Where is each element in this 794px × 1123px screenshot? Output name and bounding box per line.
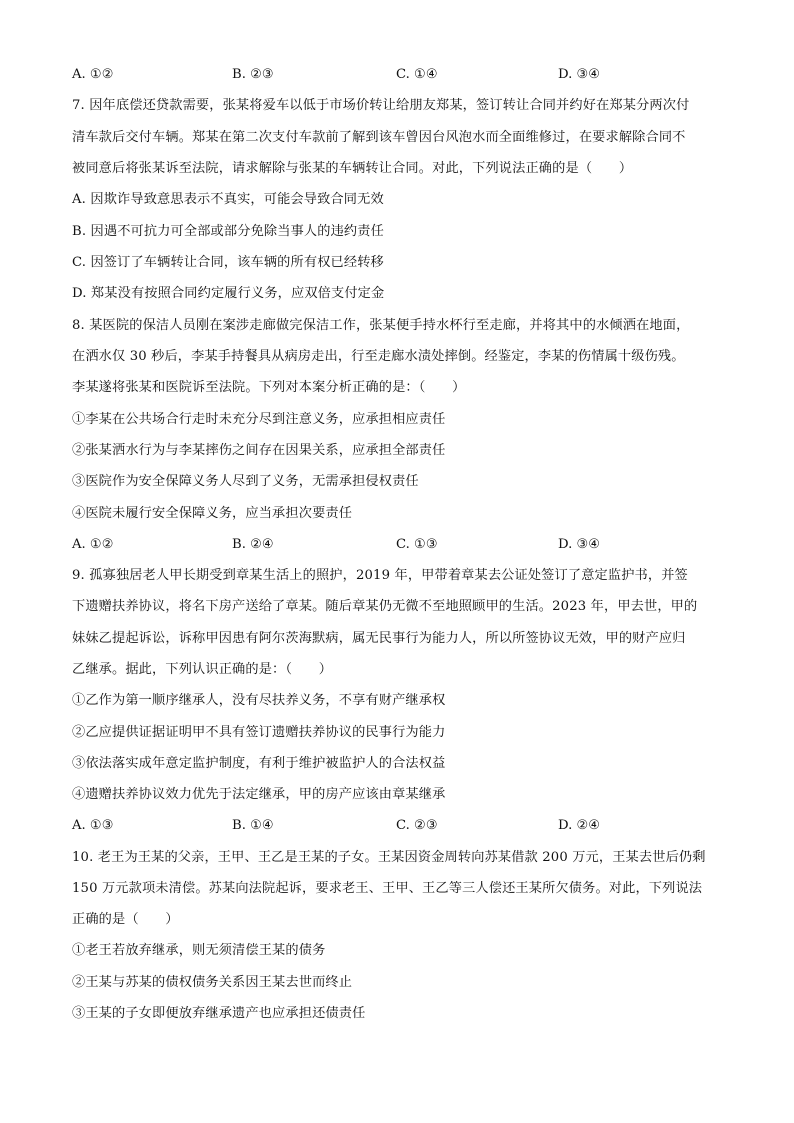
q10-stem-line-1: 10. 老王为王某的父亲，王甲、王乙是王某的子女。王某因资金周转向苏某借款 200 万元，王某去世后仍剩 bbox=[72, 850, 706, 865]
q9-statement-3: ③依法落实成年意定监护制度，有利于维护被监护人的合法权益 bbox=[72, 756, 446, 771]
q9-statement-2: ②乙应提供证据证明甲不具有签订遗赠扶养协议的民事行为能力 bbox=[72, 725, 446, 740]
q9-statement-4: ④遗赠扶养协议效力优先于法定继承，甲的房产应该由章某继承 bbox=[72, 787, 446, 802]
q6-option-c: C. ①④ bbox=[396, 67, 438, 82]
q6-option-b: B. ②③ bbox=[232, 67, 274, 82]
q9-stem-line-1: 9. 孤寡独居老人甲长期受到章某生活上的照护，2019 年，甲带着章某去公证处签订了意定监护书，并签 bbox=[72, 568, 688, 583]
q7-option-c: C. 因签订了车辆转让合同，该车辆的所有权已经转移 bbox=[72, 255, 384, 270]
q9-option-a: A. ①③ bbox=[72, 818, 114, 833]
q10-stem-line-3: 正确的是（ ） bbox=[72, 912, 179, 927]
q8-option-b: B. ②④ bbox=[232, 537, 274, 552]
q8-option-a: A. ①② bbox=[72, 537, 114, 552]
q7-stem-line-3: 被同意后将张某诉至法院，请求解除与张某的车辆转让合同。对此，下列说法正确的是（ ） bbox=[72, 161, 633, 176]
q9-option-d: D. ②④ bbox=[558, 818, 601, 833]
q9-stem-line-3: 妹妹乙提起诉讼，诉称甲因患有阿尔茨海默病，属无民事行为能力人，所以所签协议无效，甲的财产应归 bbox=[72, 631, 686, 646]
q9-stem-line-2: 下遗赠扶养协议，将名下房产送给了章某。随后章某仍无微不至地照顾甲的生活。2023 年，甲去世，甲的 bbox=[72, 599, 698, 614]
q10-statement-1: ①老王若放弃继承，则无须清偿王某的债务 bbox=[72, 943, 326, 958]
q6-option-d: D. ③④ bbox=[558, 67, 601, 82]
q6-option-a: A. ①② bbox=[72, 67, 114, 82]
q7-option-d: D. 郑某没有按照合同约定履行义务，应双倍支付定金 bbox=[72, 286, 385, 301]
q8-statement-1: ①李某在公共场合行走时未充分尽到注意义务，应承担相应责任 bbox=[72, 412, 446, 427]
q9-option-c: C. ②③ bbox=[396, 818, 438, 833]
q8-statement-4: ④医院未履行安全保障义务，应当承担次要责任 bbox=[72, 506, 353, 521]
q8-stem-line-1: 8. 某医院的保洁人员刚在案涉走廊做完保洁工作，张某便手持水杯行至走廊，并将其中的水倾洒在地面， bbox=[72, 318, 690, 333]
q7-option-b: B. 因遇不可抗力可全部或部分免除当事人的违约责任 bbox=[72, 224, 384, 239]
q8-stem-line-3: 李某遂将张某和医院诉至法院。下列对本案分析正确的是：（ ） bbox=[72, 380, 466, 395]
q8-statement-3: ③医院作为安全保障义务人尽到了义务，无需承担侵权责任 bbox=[72, 474, 419, 489]
q8-stem-line-2: 在洒水仅 30 秒后，李某手持餐具从病房走出，行至走廊水渍处摔倒。经鉴定，李某的伤情属十级伤残。 bbox=[72, 349, 685, 364]
q9-statement-1: ①乙作为第一顺序继承人，没有尽扶养义务，不享有财产继承权 bbox=[72, 693, 446, 708]
q10-statement-2: ②王某与苏某的债权债务关系因王某去世而终止 bbox=[72, 975, 353, 990]
q9-stem-line-4: 乙继承。据此，下列认识正确的是：（ ） bbox=[72, 662, 333, 677]
q9-option-b: B. ①④ bbox=[232, 818, 274, 833]
q8-option-c: C. ①③ bbox=[396, 537, 438, 552]
q10-stem-line-2: 150 万元款项未清偿。苏某向法院起诉，要求老王、王甲、王乙等三人偿还王某所欠债务。对此，下列说法 bbox=[72, 881, 703, 896]
q7-option-a: A. 因欺诈导致意思表示不真实，可能会导致合同无效 bbox=[72, 192, 384, 207]
q7-stem-line-2: 清车款后交付车辆。郑某在第二次支付车款前了解到该车曾因台风泡水而全面维修过，在要求解除合同不 bbox=[72, 130, 686, 145]
q8-option-d: D. ③④ bbox=[558, 537, 601, 552]
q10-statement-3: ③王某的子女即便放弃继承遗产也应承担还债责任 bbox=[72, 1006, 366, 1021]
q8-statement-2: ②张某洒水行为与李某摔伤之间存在因果关系，应承担全部责任 bbox=[72, 443, 446, 458]
q7-stem-line-1: 7. 因年底偿还贷款需要，张某将爱车以低于市场价转让给朋友郑某，签订转让合同并约好在郑某分两次付 bbox=[72, 98, 690, 113]
